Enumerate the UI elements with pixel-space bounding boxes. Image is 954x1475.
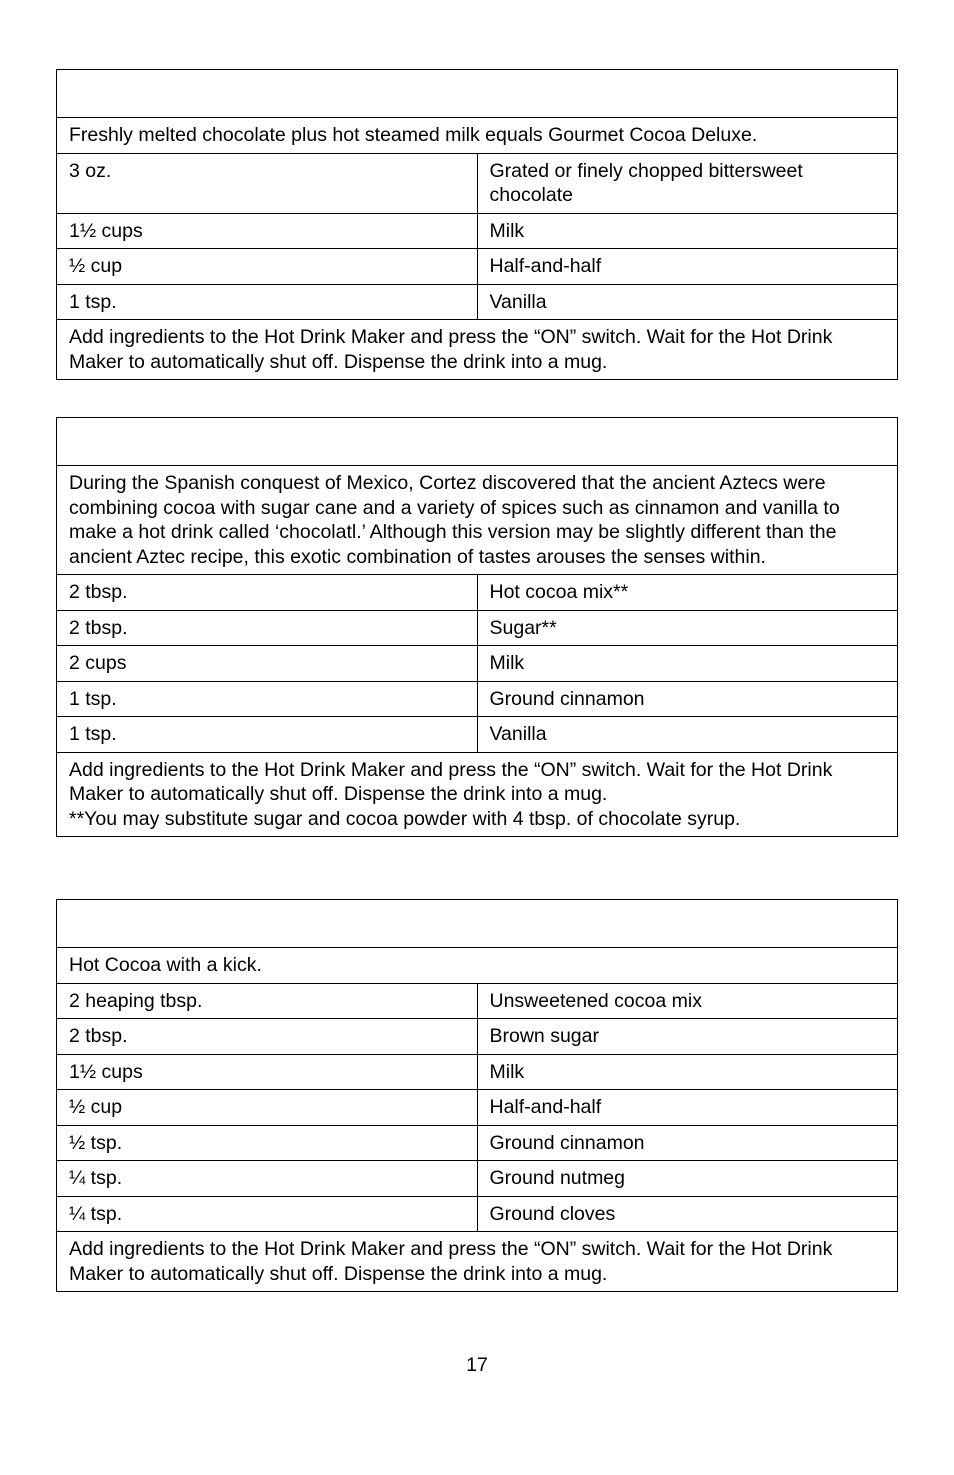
ingredient-quantity: ½ cup xyxy=(57,249,478,285)
ingredient-row xyxy=(57,575,898,611)
recipe-table-3 xyxy=(56,899,898,1292)
ingredient-quantity: 2 tbsp. xyxy=(57,575,478,611)
recipe-title xyxy=(57,418,898,466)
ingredient-row xyxy=(57,610,898,646)
ingredient-row xyxy=(57,717,898,753)
ingredient-quantity: 1 tsp. xyxy=(57,717,478,753)
ingredient-row xyxy=(57,1054,898,1090)
ingredient-quantity: ½ cup xyxy=(57,1090,478,1126)
ingredient-name: Sugar** xyxy=(477,610,898,646)
ingredient-row xyxy=(57,284,898,320)
ingredient-quantity: ½ tsp. xyxy=(57,1125,478,1161)
recipe-title xyxy=(57,70,898,118)
recipe-instructions: Add ingredients to the Hot Drink Maker and press the “ON” switch. Wait for the Hot Drink Maker to automatically shut off. Dispense the drink into a mug. xyxy=(69,758,833,805)
ingredient-name: Milk xyxy=(477,213,898,249)
ingredient-row xyxy=(57,681,898,717)
ingredient-name: Half-and-half xyxy=(477,1090,898,1126)
ingredient-quantity: 2 heaping tbsp. xyxy=(57,983,478,1019)
recipe-title xyxy=(57,900,898,948)
recipe-instructions: Add ingredients to the Hot Drink Maker and press the “ON” switch. Wait for the Hot Drink Maker to automatically shut off. Dispense the drink into a mug. xyxy=(57,1232,898,1292)
ingredient-quantity: 2 tbsp. xyxy=(57,1019,478,1055)
ingredient-row xyxy=(57,1019,898,1055)
ingredient-quantity: ¼ tsp. xyxy=(57,1161,478,1197)
ingredient-name: Ground nutmeg xyxy=(477,1161,898,1197)
ingredient-quantity: 1½ cups xyxy=(57,1054,478,1090)
ingredient-name: Hot cocoa mix** xyxy=(477,575,898,611)
recipe-note: **You may substitute sugar and cocoa powder with 4 tbsp. of chocolate syrup. xyxy=(69,807,741,830)
ingredient-row xyxy=(57,1161,898,1197)
ingredient-name: Ground cloves xyxy=(477,1196,898,1232)
page-number: 17 xyxy=(466,1354,488,1376)
ingredient-quantity: 1 tsp. xyxy=(57,681,478,717)
recipe-description: During the Spanish conquest of Mexico, Cortez discovered that the ancient Aztecs were combining cocoa with sugar cane and a variety of spices such as cinnamon and vanilla to make a hot drink called ‘chocolatl.’ Although this version may be slightly different than the ancient Aztec recipe, this exotic combination of tastes arouses the senses within. xyxy=(57,466,898,575)
ingredient-row xyxy=(57,249,898,285)
ingredient-row xyxy=(57,646,898,682)
ingredient-quantity: 2 cups xyxy=(57,646,478,682)
ingredient-name: Milk xyxy=(477,1054,898,1090)
ingredient-quantity: 1 tsp. xyxy=(57,284,478,320)
ingredient-name: Unsweetened cocoa mix xyxy=(477,983,898,1019)
recipe-table-2 xyxy=(56,417,898,837)
ingredient-row xyxy=(57,1125,898,1161)
recipe-description: Hot Cocoa with a kick. xyxy=(57,948,898,984)
ingredient-row xyxy=(57,1090,898,1126)
recipe-description: Freshly melted chocolate plus hot steamed milk equals Gourmet Cocoa Deluxe. xyxy=(57,118,898,154)
ingredient-name: Milk xyxy=(477,646,898,682)
recipe-table-1 xyxy=(56,69,898,380)
ingredient-quantity: 2 tbsp. xyxy=(57,610,478,646)
ingredient-name: Brown sugar xyxy=(477,1019,898,1055)
ingredient-name: Ground cinnamon xyxy=(477,1125,898,1161)
ingredient-row xyxy=(57,213,898,249)
ingredient-quantity: 3 oz. xyxy=(57,153,478,213)
ingredient-name: Vanilla xyxy=(477,284,898,320)
recipe-instructions-cell xyxy=(57,752,898,837)
ingredient-row xyxy=(57,153,898,213)
recipe-instructions: Add ingredients to the Hot Drink Maker and press the “ON” switch. Wait for the Hot Drink Maker to automatically shut off. Dispense the drink into a mug. xyxy=(57,320,898,380)
ingredient-row xyxy=(57,983,898,1019)
ingredient-name: Grated or finely chopped bittersweet chocolate xyxy=(477,153,898,213)
ingredient-name: Vanilla xyxy=(477,717,898,753)
ingredient-name: Ground cinnamon xyxy=(477,681,898,717)
ingredient-quantity: 1½ cups xyxy=(57,213,478,249)
ingredient-name: Half-and-half xyxy=(477,249,898,285)
ingredient-quantity: ¼ tsp. xyxy=(57,1196,478,1232)
ingredient-row xyxy=(57,1196,898,1232)
